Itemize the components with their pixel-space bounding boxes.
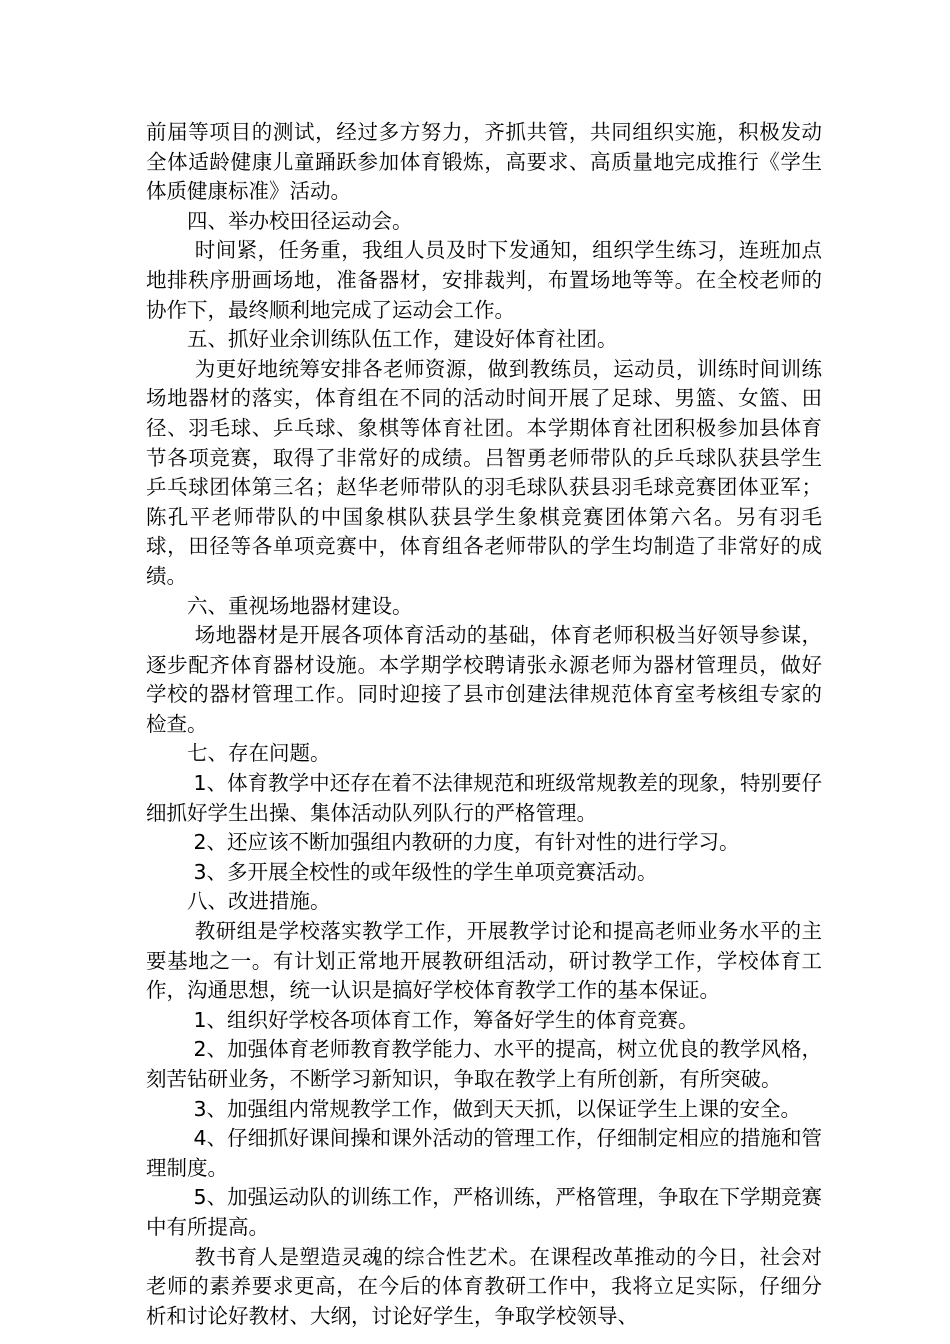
problem-item-1: 1、体育教学中还存在着不法律规范和班级常规教差的现象，特别要仔细抓好学生出操、集体活动队列队行的严格管理。 (146, 771, 822, 825)
document-body (146, 118, 822, 1331)
paragraph-sports-meet: 时间紧，任务重，我组人员及时下发通知，组织学生练习，连班加点地排秩序册画场地，准备器材，安排裁判，布置场地等等。在全校老师的协作下，最终顺利地完成了运动会工作。 (146, 238, 822, 322)
paragraph-teaching-group: 教研组是学校落实教学工作，开展教学讨论和提高老师业务水平的主要基地之一。有计划正常地开展教研组活动，研讨教学工作，学校体育工作，沟通思想，统一认识是搞好学校体育教学工作的基本保证。 (146, 919, 822, 1003)
paragraph-conclusion: 教书育人是塑造灵魂的综合性艺术。在课程改革推动的今日，社会对老师的素养要求更高，在今后的体育教研工作中，我将立足实际，仔细分析和讨论好教材、大纲，讨论好学生，争取学校领导、 (146, 1244, 822, 1328)
paragraph-sports-clubs: 为更好地统筹安排各老师资源，做到教练员，运动员，训练时间训练场地器材的落实，体育组在不同的活动时间开展了足球、男篮、女篮、田径、羽毛球、乒乓球、象棋等体育社团。本学期体育社团积极参加县体育节各项竞赛，取得了非常好的成绩。吕智勇老师带队的乒乓球队获县学生乒乓球团体第三名；赵华老师带队的羽毛球队获县羽毛球竞赛团体亚军；陈孔平老师带队的中国象棋队获县学生象棋竞赛团体第六名。另有羽毛球，田径等各单项竞赛中，体育组各老师带队的学生均制造了非常好的成绩。 (146, 356, 822, 588)
problem-item-2: 2、还应该不断加强组内教研的力度，有针对性的进行学习。 (146, 830, 740, 855)
problem-item-3: 3、多开展全校性的或年级性的学生单项竞赛活动。 (146, 859, 658, 884)
measure-item-5: 5、加强运动队的训练工作，严格训练，严格管理，争取在下学期竞赛中有所提高。 (146, 1185, 822, 1239)
heading-section-5: 五、抓好业余训练队伍工作，建设好体育社团。 (146, 327, 618, 352)
heading-section-7: 七、存在问题。 (146, 741, 331, 766)
heading-section-6: 六、重视场地器材建设。 (146, 593, 413, 618)
measure-item-1: 1、组织好学校各项体育工作，筹备好学生的体育竞赛。 (146, 1007, 699, 1032)
paragraph-continuation: 前届等项目的测试，经过多方努力，齐抓共管，共同组织实施，积极发动全体适龄健康儿童踊跃参加体育锻炼，高要求、高质量地完成推行《学生体质健康标准》活动。 (146, 120, 822, 204)
measure-item-4: 4、仔细抓好课间操和课外活动的管理工作，仔细制定相应的措施和管理制度。 (146, 1126, 822, 1180)
measure-item-2: 2、加强体育老师教育教学能力、水平的提高，树立优良的教学风格，刻苦钻研业务，不断学习新知识，争取在教学上有所创新，有所突破。 (146, 1037, 822, 1091)
measure-item-3: 3、加强组内常规教学工作，做到天天抓，以保证学生上课的安全。 (146, 1096, 802, 1121)
heading-section-4: 四、举办校田径运动会。 (146, 208, 413, 233)
paragraph-equipment: 场地器材是开展各项体育活动的基础，体育老师积极当好领导参谋，逐步配齐体育器材设施。本学期学校聘请张永源老师为器材管理员，做好学校的器材管理工作。同时迎接了县市创建法律规范体育室考核组专家的检查。 (146, 623, 822, 736)
heading-section-8: 八、改进措施。 (146, 889, 331, 914)
